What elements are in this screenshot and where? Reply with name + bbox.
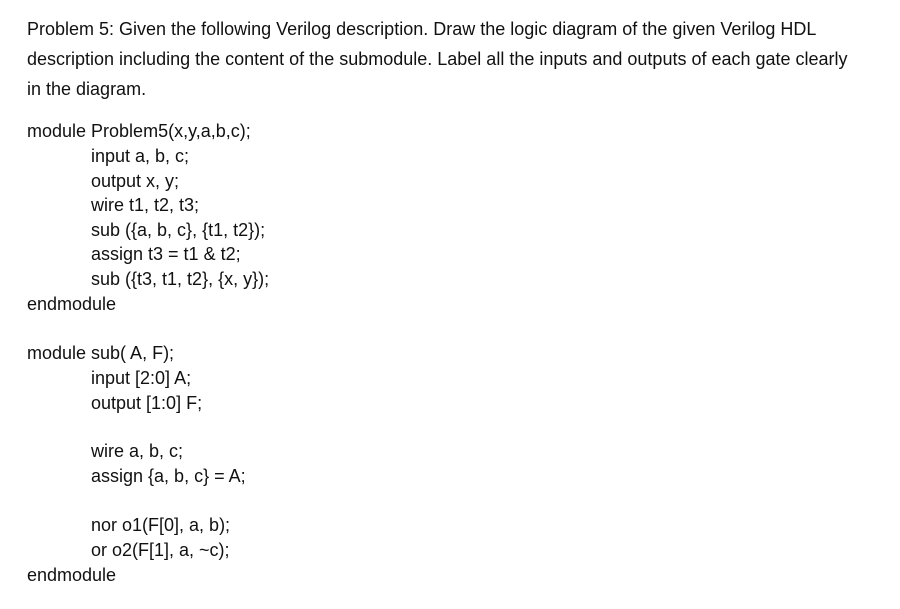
code-line: assign t3 = t1 & t2; [91,244,241,264]
code-line: input [2:0] A; [91,368,192,388]
code-line: output x, y; [91,171,180,191]
code-line: nor o1(F[0], a, b); [91,515,231,535]
code-line: sub ({t3, t1, t2}, {x, y}); [91,269,270,289]
code-line: input a, b, c; [91,146,190,166]
code-line: sub ({a, b, c}, {t1, t2}); [91,220,266,240]
code-line: assign {a, b, c} = A; [91,466,246,486]
code-line: wire a, b, c; [91,441,184,461]
problem-statement [27,14,887,104]
module-header: module sub( A, F); [27,343,175,363]
module-footer: endmodule [27,294,117,314]
problem-line: Problem 5: Given the following Verilog description. Draw the logic diagram of the given Verilog HDL [27,19,817,39]
code-line: wire t1, t2, t3; [91,195,200,215]
problem-line: in the diagram. [27,79,147,99]
code-line: output [1:0] F; [91,393,203,413]
code-line: or o2(F[1], a, ~c); [91,540,230,560]
module-header: module Problem5(x,y,a,b,c); [27,121,251,141]
module-footer: endmodule [27,565,117,585]
problem-line: description including the content of the submodule. Label all the inputs and outputs of each gate clearly [27,49,848,69]
